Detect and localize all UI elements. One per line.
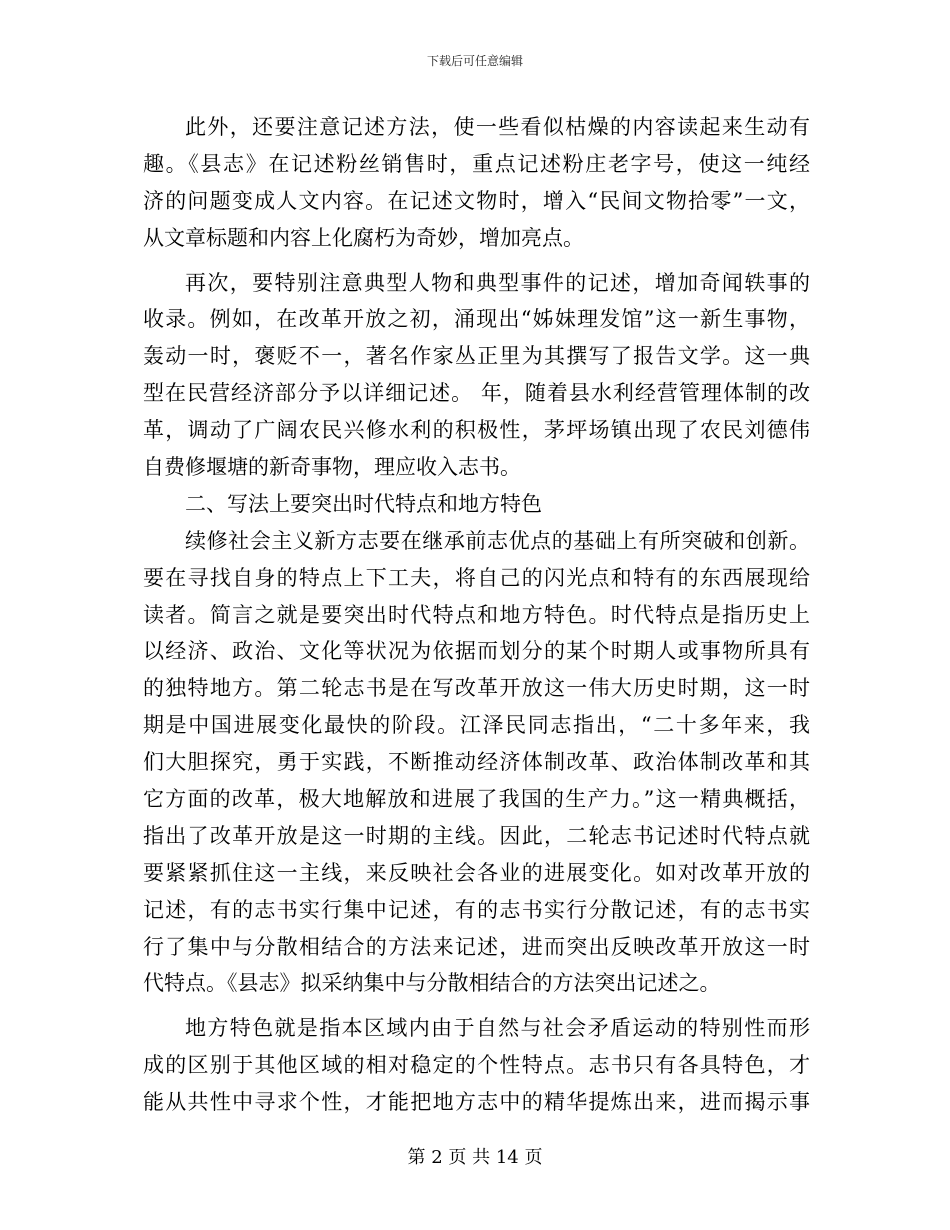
text-line: 趣。《县志》在记述粉丝销售时，重点记述粉庄老字号，使这一纯经 [143, 151, 810, 176]
text-line: 以经济、政治、文化等状况为依据而划分的某个时期人或事物所具有 [143, 639, 810, 664]
page-number: 第 2 页 共 14 页 [407, 1147, 543, 1168]
text-line: 读者。简言之就是要突出时代特点和地方特色。时代特点是指历史上 [143, 602, 810, 627]
text-line: 从文章标题和内容上化腐朽为奇妙，增加亮点。 [143, 225, 584, 250]
document-body [143, 109, 810, 1121]
text-line: 续修社会主义新方志要在继承前志优点的基础上有所突破和创新。 [185, 528, 810, 553]
text-line: 济的问题变成人文内容。在记述文物时，增入“民间文物拾零”一文， [143, 188, 810, 213]
text-line: 轰动一时，褒贬不一，著名作家丛正里为其撰写了报告文学。这一典 [143, 344, 810, 369]
text-line: 革，调动了广阔农民兴修水利的积极性，茅坪场镇出现了农民刘德伟 [143, 418, 810, 443]
text-line: 它方面的改革，极大地解放和进展了我国的生产力。”这一精典概括， [143, 787, 810, 812]
text-line: 记述，有的志书实行集中记述，有的志书实行分散记述，有的志书实 [143, 897, 810, 922]
text-line: 能从共性中寻求个性，才能把地方志中的精华提炼出来，进而揭示事 [143, 1090, 810, 1115]
text-line: 指出了改革开放是这一时期的主线。因此，二轮志书记述时代特点就 [143, 823, 810, 848]
text-line: 自费修堰塘的新奇事物，理应收入志书。 [143, 455, 521, 480]
text-line: 行了集中与分散相结合的方法来记述，进而突出反映改革开放这一时 [143, 934, 810, 959]
text-line: 此外，还要注意记述方法，使一些看似枯燥的内容读起来生动有 [185, 115, 810, 139]
text-line: 再次，要特别注意典型人物和典型事件的记述，增加奇闻轶事的 [185, 270, 810, 295]
section-heading: 二、写法上要突出时代特点和地方特色 [185, 491, 542, 516]
text-line: 的独特地方。第二轮志书是在写改革开放这一伟大历史时期，这一时 [143, 676, 810, 701]
text-line: 要在寻找自身的特点上下工夫，将自己的闪光点和特有的东西展现给 [143, 565, 810, 590]
text-line: 收录。例如，在改革开放之初，涌现出“姊妹理发馆”这一新生事物， [143, 307, 810, 332]
text-line: 型在民营经济部分予以详细记述。 年，随着县水利经营管理体制的改 [143, 381, 810, 406]
text-line: 期是中国进展变化最快的阶段。江泽民同志指出，“二十多年来，我 [143, 713, 810, 738]
text-line: 成的区别于其他区域的相对稳定的个性特点。志书只有各具特色，才 [143, 1053, 810, 1078]
text-line: 地方特色就是指本区域内由于自然与社会矛盾运动的特别性而形 [185, 1016, 810, 1041]
text-line: 代特点。《县志》拟采纳集中与分散相结合的方法突出记述之。 [143, 971, 721, 996]
text-line: 要紧紧抓住这一主线，来反映社会各业的进展变化。如对改革开放的 [143, 860, 810, 885]
page-header: 下载后可任意编辑 [426, 54, 523, 68]
text-line: 们大胆探究，勇于实践，不断推动经济体制改革、政治体制改革和其 [143, 750, 810, 775]
